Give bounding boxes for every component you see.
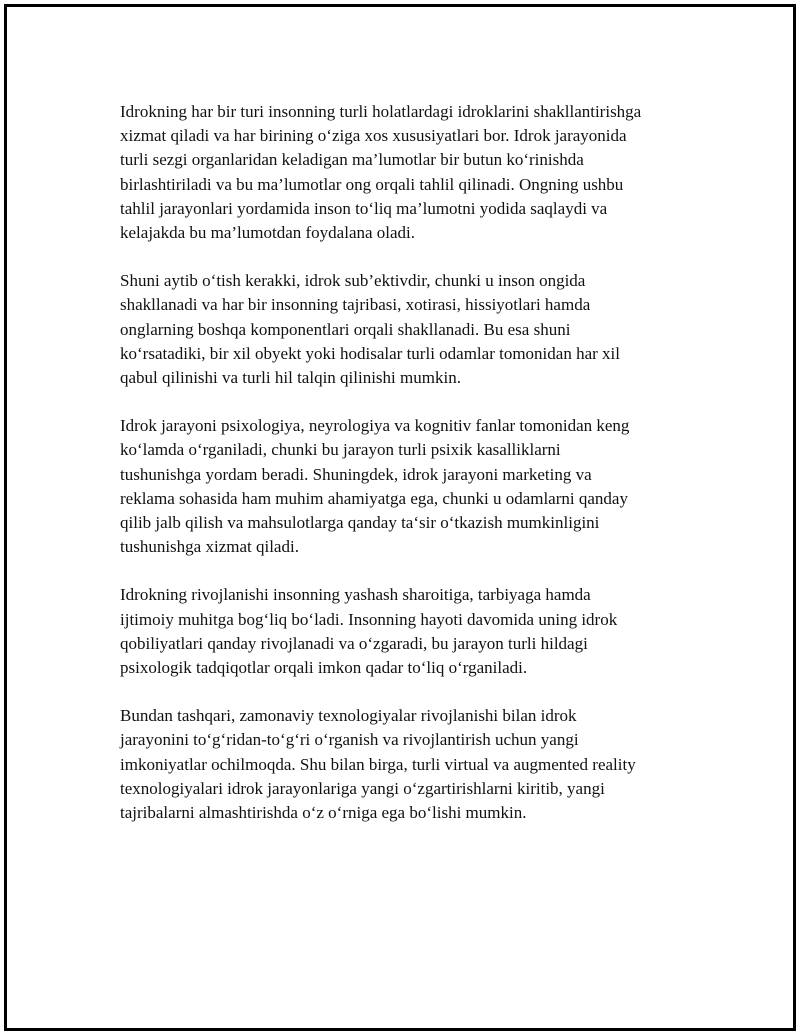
text-line: birlashtiriladi va bu ma’lumotlar ong orqali tahlil qilinadi. Ongning ushbu bbox=[120, 174, 624, 194]
text-line: ijtimoiy muhitga bog‘liq bo‘ladi. Insonning hayoti davomida uning idrok bbox=[120, 609, 618, 629]
text-line: Idrokning rivojlanishi insonning yashash sharoitiga, tarbiyaga hamda bbox=[120, 585, 591, 605]
text-line: shakllanadi va har bir insonning tajribasi, xotirasi, hissiyotlari hamda bbox=[120, 295, 591, 315]
text-line: tushunishga yordam beradi. Shuningdek, idrok jarayoni marketing va bbox=[120, 464, 592, 484]
text-line: tajribalarni almashtirishda o‘z o‘rniga ega bo‘lishi mumkin. bbox=[120, 803, 527, 823]
text-line: texnologiyalari idrok jarayonlariga yangi o‘zgartirishlarni kiritib, yangi bbox=[120, 778, 605, 798]
text-line: tahlil jarayonlari yordamida inson to‘liq ma’lumotni yodida saqlaydi va bbox=[120, 198, 608, 218]
text-line: imkoniyatlar ochilmoqda. Shu bilan birga, turli virtual va augmented reality bbox=[120, 754, 636, 774]
text-line: ko‘rsatadiki, bir xil obyekt yoki hodisalar turli odamlar tomonidan har xil bbox=[120, 343, 620, 363]
text-line: ko‘lamda o‘rganiladi, chunki bu jarayon turli psixik kasalliklarni bbox=[120, 440, 561, 460]
page-frame bbox=[4, 4, 796, 1031]
text-line: psixologik tadqiqotlar orqali imkon qadar to‘liq o‘rganiladi. bbox=[120, 658, 528, 678]
paragraph-5 bbox=[120, 704, 695, 825]
text-line: qilib jalb qilish va mahsulotlarga qanday ta‘sir o‘tkazish mumkinligini bbox=[120, 513, 600, 533]
paragraph-1 bbox=[120, 100, 695, 245]
text-line: Bundan tashqari, zamonaviy texnologiyalar rivojlanishi bilan idrok bbox=[120, 706, 577, 726]
text-line: Idrok jarayoni psixologiya, neyrologiya va kognitiv fanlar tomonidan keng bbox=[120, 416, 630, 436]
paragraph-2 bbox=[120, 269, 695, 390]
text-line: tushunishga xizmat qiladi. bbox=[120, 537, 299, 557]
text-line: Shuni aytib o‘tish kerakki, idrok sub’ektivdir, chunki u inson ongida bbox=[120, 271, 586, 291]
text-line: qobiliyatlari qanday rivojlanadi va o‘zgaradi, bu jarayon turli hildagi bbox=[120, 633, 588, 653]
text-line: xizmat qiladi va har birining o‘ziga xos xususiyatlari bor. Idrok jarayonida bbox=[120, 126, 627, 146]
paragraph-4 bbox=[120, 583, 695, 680]
text-line: jarayonini to‘g‘ridan-to‘g‘ri o‘rganish va rivojlantirish uchun yangi bbox=[120, 730, 579, 750]
text-line: qabul qilinishi va turli hil talqin qilinishi mumkin. bbox=[120, 368, 461, 388]
text-line: turli sezgi organlaridan keladigan ma’lumotlar bir butun ko‘rinishda bbox=[120, 150, 584, 170]
document-body bbox=[120, 100, 695, 849]
text-line: onglarning boshqa komponentlari orqali shakllanadi. Bu esa shuni bbox=[120, 319, 571, 339]
text-line: reklama sohasida ham muhim ahamiyatga ega, chunki u odamlarni qanday bbox=[120, 488, 628, 508]
text-line: Idrokning har bir turi insonning turli holatlardagi idroklarini shakllantirishga bbox=[120, 102, 642, 121]
paragraph-3 bbox=[120, 414, 695, 559]
text-line: kelajakda bu ma’lumotdan foydalana oladi. bbox=[120, 223, 416, 243]
